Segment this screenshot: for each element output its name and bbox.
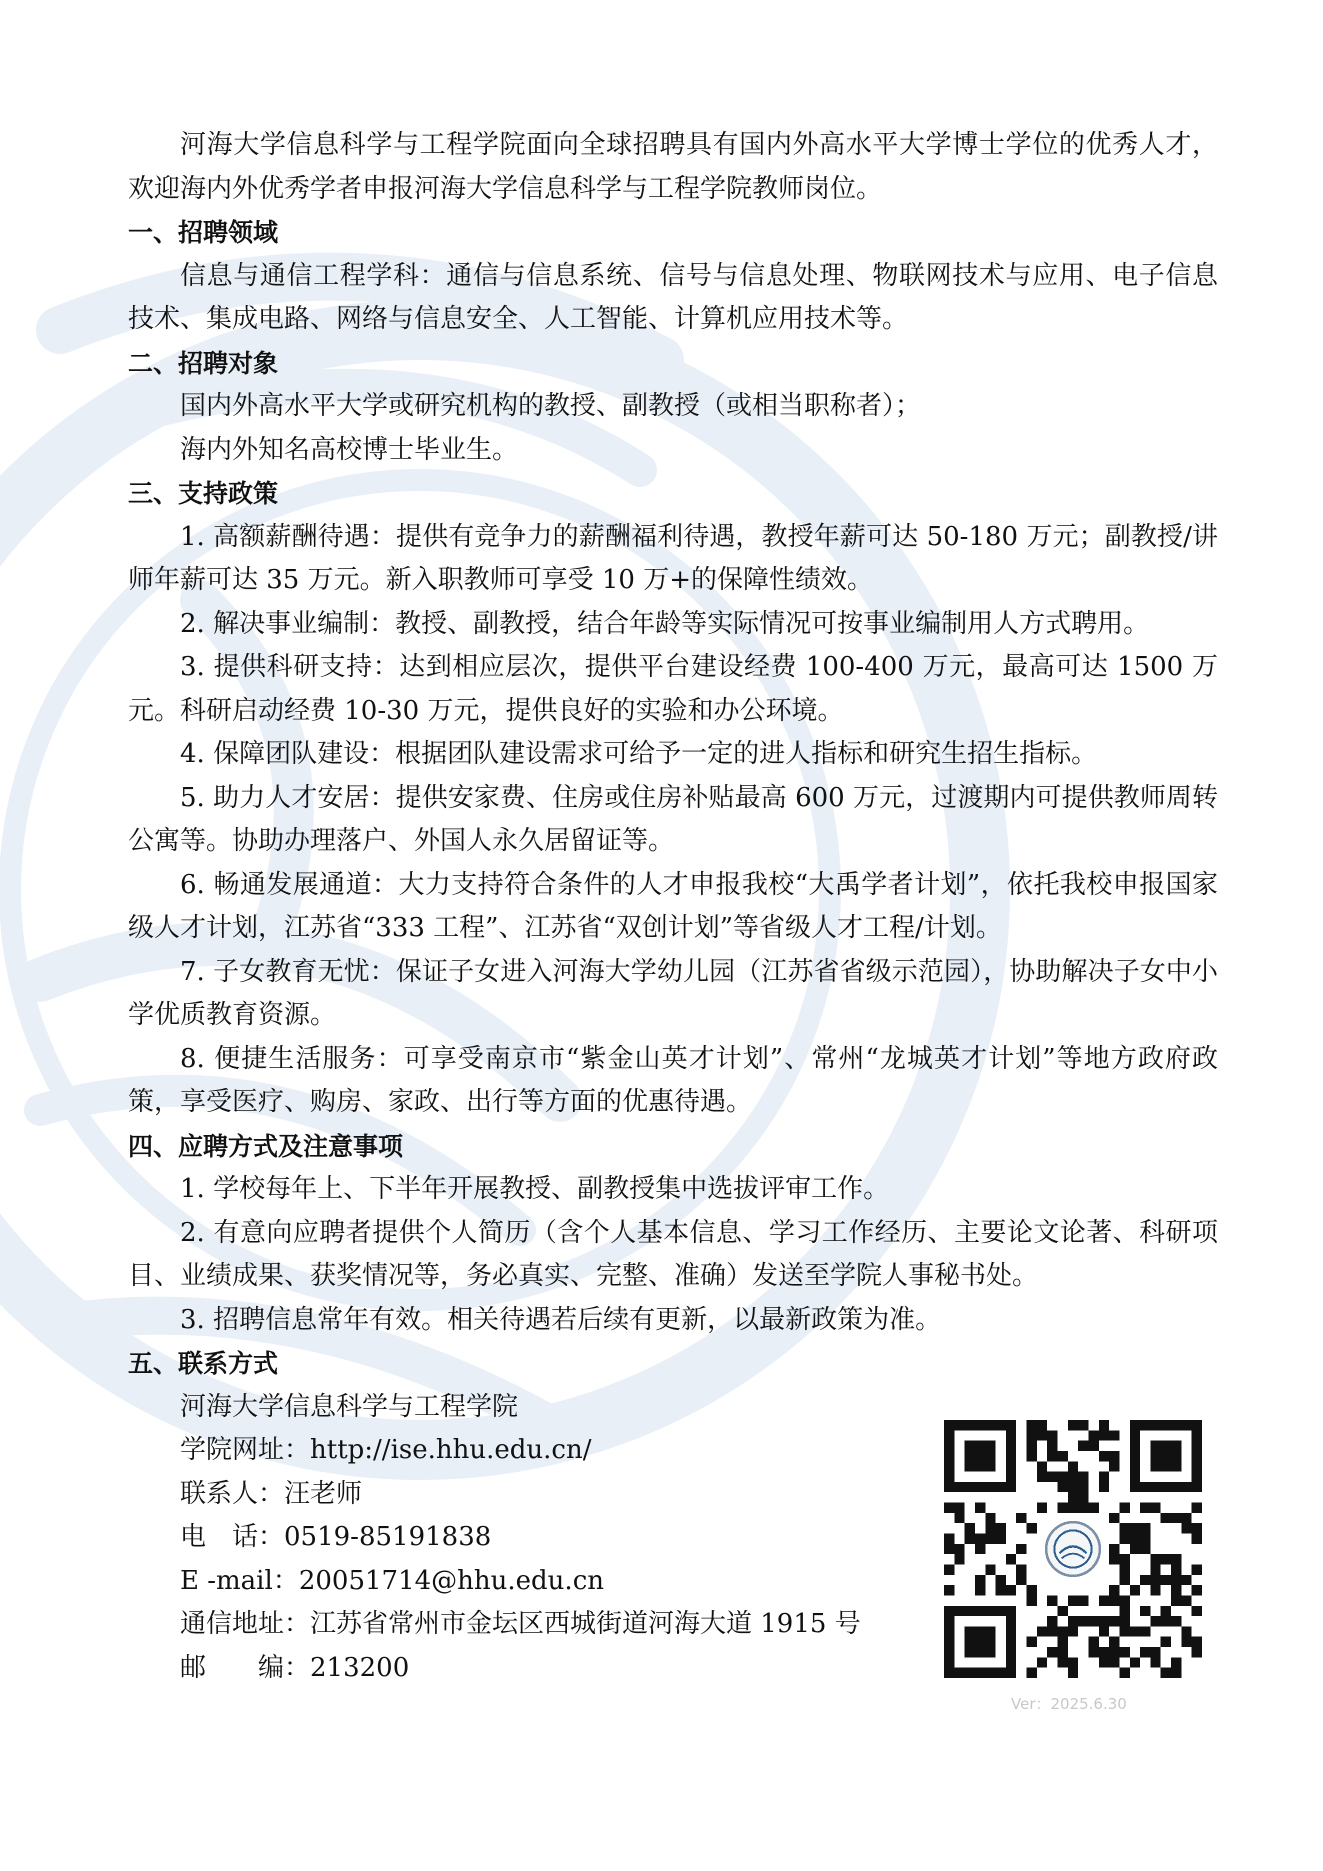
policy-item: 7. 子女教育无忧：保证子女进入河海大学幼儿园（江苏省省级示范园），协助解决子女中小学优质教育资源。 [128,956,1218,1030]
section-heading-application: 四、应聘方式及注意事项 [128,1131,404,1161]
application-item: 3. 招聘信息常年有效。相关待遇若后续有更新，以最新政策为准。 [180,1304,942,1335]
section-heading-fields: 一、招聘领域 [128,218,279,247]
contact-phone: 电 话：0519-85191838 [180,1522,492,1552]
policy-item: 5. 助力人才安居：提供安家费、住房或住房补贴最高 600 万元，过渡期内可提供教师周转公寓等。协助办理落户、外国人永久居留证等。 [128,782,1218,856]
intro-paragraph: 河海大学信息科学与工程学院面向全球招聘具有国内外高水平大学博士学位的优秀人才，欢迎海内外优秀学者申报河海大学信息科学与工程学院教师岗位。 [128,130,1218,204]
policy-item: 6. 畅通发展通道：大力支持符合条件的人才申报我校“大禹学者计划”，依托我校申报国家级人才计划，江苏省“333 工程”、江苏省“双创计划”等省级人才工程/计划。 [128,869,1218,943]
contact-website[interactable]: 学院网址：http://ise.hhu.edu.cn/ [180,1435,592,1465]
version-label: Ver：2025.6.30 [1011,1695,1127,1713]
application-item: 2. 有意向应聘者提供个人简历（含个人基本信息、学习工作经历、主要论文论著、科研项目、业绩成果、获奖情况等，务必真实、完整、准确）发送至学院人事秘书处。 [128,1217,1218,1291]
section-heading-targets: 二、招聘对象 [128,348,279,378]
fields-paragraph: 信息与通信工程学科：通信与信息系统、信号与信息处理、物联网技术与应用、电子信息技术、集成电路、网络与信息安全、人工智能、计算机应用技术等。 [128,260,1218,334]
contact-address: 通信地址：江苏省常州市金坛区西城街道河海大道 1915 号 [180,1609,861,1639]
policy-item: 3. 提供科研支持：达到相应层次，提供平台建设经费 100-400 万元，最高可达 1500 万元。科研启动经费 10-30 万元，提供良好的实验和办公环境。 [128,652,1218,726]
application-item: 1. 学校每年上、下半年开展教授、副教授集中选拔评审工作。 [180,1174,890,1204]
section-heading-policies: 三、支持政策 [128,479,279,508]
policy-item: 4. 保障团队建设：根据团队建设需求可给予一定的进人指标和研究生招生指标。 [180,739,1098,769]
target-line: 海内外知名高校博士毕业生。 [180,434,519,465]
contact-school: 河海大学信息科学与工程学院 [180,1391,519,1422]
qr-code [944,1420,1202,1678]
policy-item: 8. 便捷生活服务：可享受南京市“紫金山英才计划”、常州“龙城英才计划”等地方政府政策，享受医疗、购房、家政、出行等方面的优惠待遇。 [128,1043,1218,1117]
section-heading-contact: 五、联系方式 [128,1349,279,1378]
policy-item: 2. 解决事业编制：教授、副教授，结合年龄等实际情况可按事业编制用人方式聘用。 [180,608,1150,639]
contact-email[interactable]: E -mail：20051714@hhu.edu.cn [180,1565,604,1596]
contact-postcode: 邮 编：213200 [180,1652,410,1683]
contact-block [128,1386,888,1691]
policy-item: 1. 高额薪酬待遇：提供有竞争力的薪酬福利待遇，教授年薪可达 50-180 万元；副教授/讲师年薪可达 35 万元。新入职教师可享受 10 万+的保障性绩效。 [128,521,1218,595]
contact-person: 联系人：汪老师 [180,1478,363,1509]
target-line: 国内外高水平大学或研究机构的教授、副教授（或相当职称者）； [180,391,922,421]
